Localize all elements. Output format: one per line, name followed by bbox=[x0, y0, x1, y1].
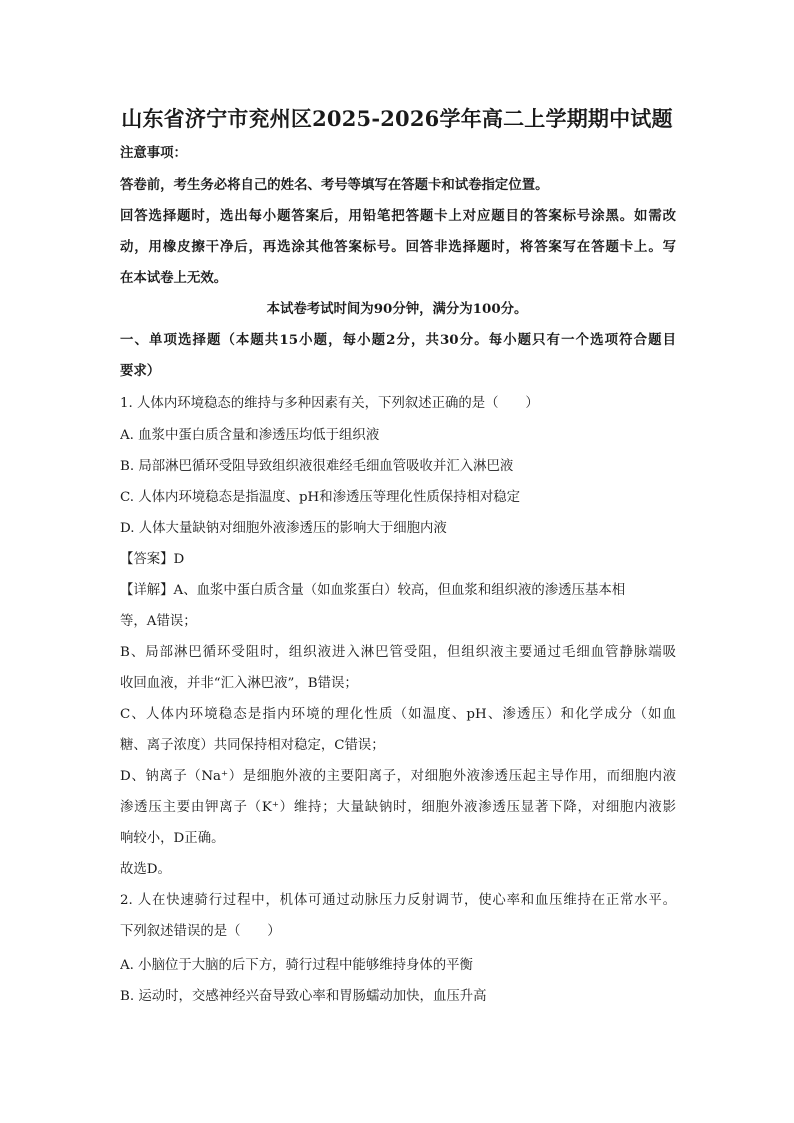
explanation-line: B、局部淋巴循环受阻时，组织液进入淋巴管受阻，但组织液主要通过毛细血管静脉端吸 bbox=[120, 645, 676, 660]
exam-time-info: 本试卷考试时间为90分钟，满分为100分。 bbox=[266, 301, 528, 317]
explanation-line: D、钠离子（Na⁺）是细胞外液的主要阳离子，对细胞外液渗透压起主导作用，而细胞内液 bbox=[120, 769, 676, 784]
notice-heading: 注意事项： bbox=[120, 145, 187, 161]
question-2-stem: 2. 人在快速骑行过程中，机体可通过动脉压力反射调节，使心率和血压维持在正常水平。 bbox=[120, 893, 676, 908]
question-1-stem: 1. 人体内环境稳态的维持与多种因素有关，下列叙述正确的是（ ） bbox=[120, 396, 539, 411]
explanation-line: C、人体内环境稳态是指内环境的理化性质（如温度、pH、渗透压）和化学成分（如血 bbox=[120, 707, 676, 722]
notice-item: 动，用橡皮擦干净后，再选涂其他答案标号。回答非选择题时，将答案写在答题卡上。写 bbox=[120, 239, 676, 255]
explanation-line: 收回血液，并非“汇入淋巴液”，B错误； bbox=[120, 676, 358, 691]
explanation-line: 等，A错误； bbox=[120, 614, 197, 629]
page-title: 山东省济宁市兖州区2025-2026学年高二上学期期中试题 bbox=[121, 106, 673, 131]
section-heading-cont: 要求） bbox=[120, 363, 161, 379]
notice-item: 在本试卷上无效。 bbox=[120, 270, 228, 286]
question-1-option-b: B. 局部淋巴循环受阻导致组织液很难经毛细血管吸收并汇入淋巴液 bbox=[120, 459, 514, 474]
section-heading: 一、单项选择题（本题共15小题，每小题2分，共30分。每小题只有一个选项符合题目 bbox=[120, 332, 676, 348]
question-1-option-c: C. 人体内环境稳态是指温度、pH和渗透压等理化性质保持相对稳定 bbox=[120, 490, 521, 505]
explanation-line: 糖、离子浓度）共同保持相对稳定，C错误； bbox=[120, 738, 385, 753]
explanation-conclusion: 故选D。 bbox=[120, 862, 171, 877]
question-1-option-d: D. 人体大量缺钠对细胞外液渗透压的影响大于细胞内液 bbox=[120, 521, 447, 536]
question-2-option-a: A. 小脑位于大脑的后下方，骑行过程中能够维持身体的平衡 bbox=[120, 958, 473, 973]
question-1-option-a: A. 血浆中蛋白质含量和渗透压均低于组织液 bbox=[120, 428, 380, 443]
notice-item: 答卷前，考生务必将自己的姓名、考号等填写在答题卡和试卷指定位置。 bbox=[120, 177, 549, 193]
explanation-line: 响较小，D正确。 bbox=[120, 831, 225, 846]
question-1-answer: 【答案】D bbox=[120, 552, 185, 567]
question-2-option-b: B. 运动时，交感神经兴奋导致心率和胃肠蠕动加快，血压升高 bbox=[120, 989, 487, 1004]
question-2-stem-cont: 下列叙述错误的是（ ） bbox=[120, 924, 281, 939]
explanation-line: 【详解】A、血浆中蛋白质含量（如血浆蛋白）较高，但血浆和组织液的渗透压基本相 bbox=[120, 583, 626, 598]
explanation-line: 渗透压主要由钾离子（K⁺）维持；大量缺钠时，细胞外液渗透压显著下降，对细胞内液影 bbox=[120, 800, 676, 815]
notice-item: 回答选择题时，选出每小题答案后，用铅笔把答题卡上对应题目的答案标号涂黑。如需改 bbox=[120, 208, 676, 224]
